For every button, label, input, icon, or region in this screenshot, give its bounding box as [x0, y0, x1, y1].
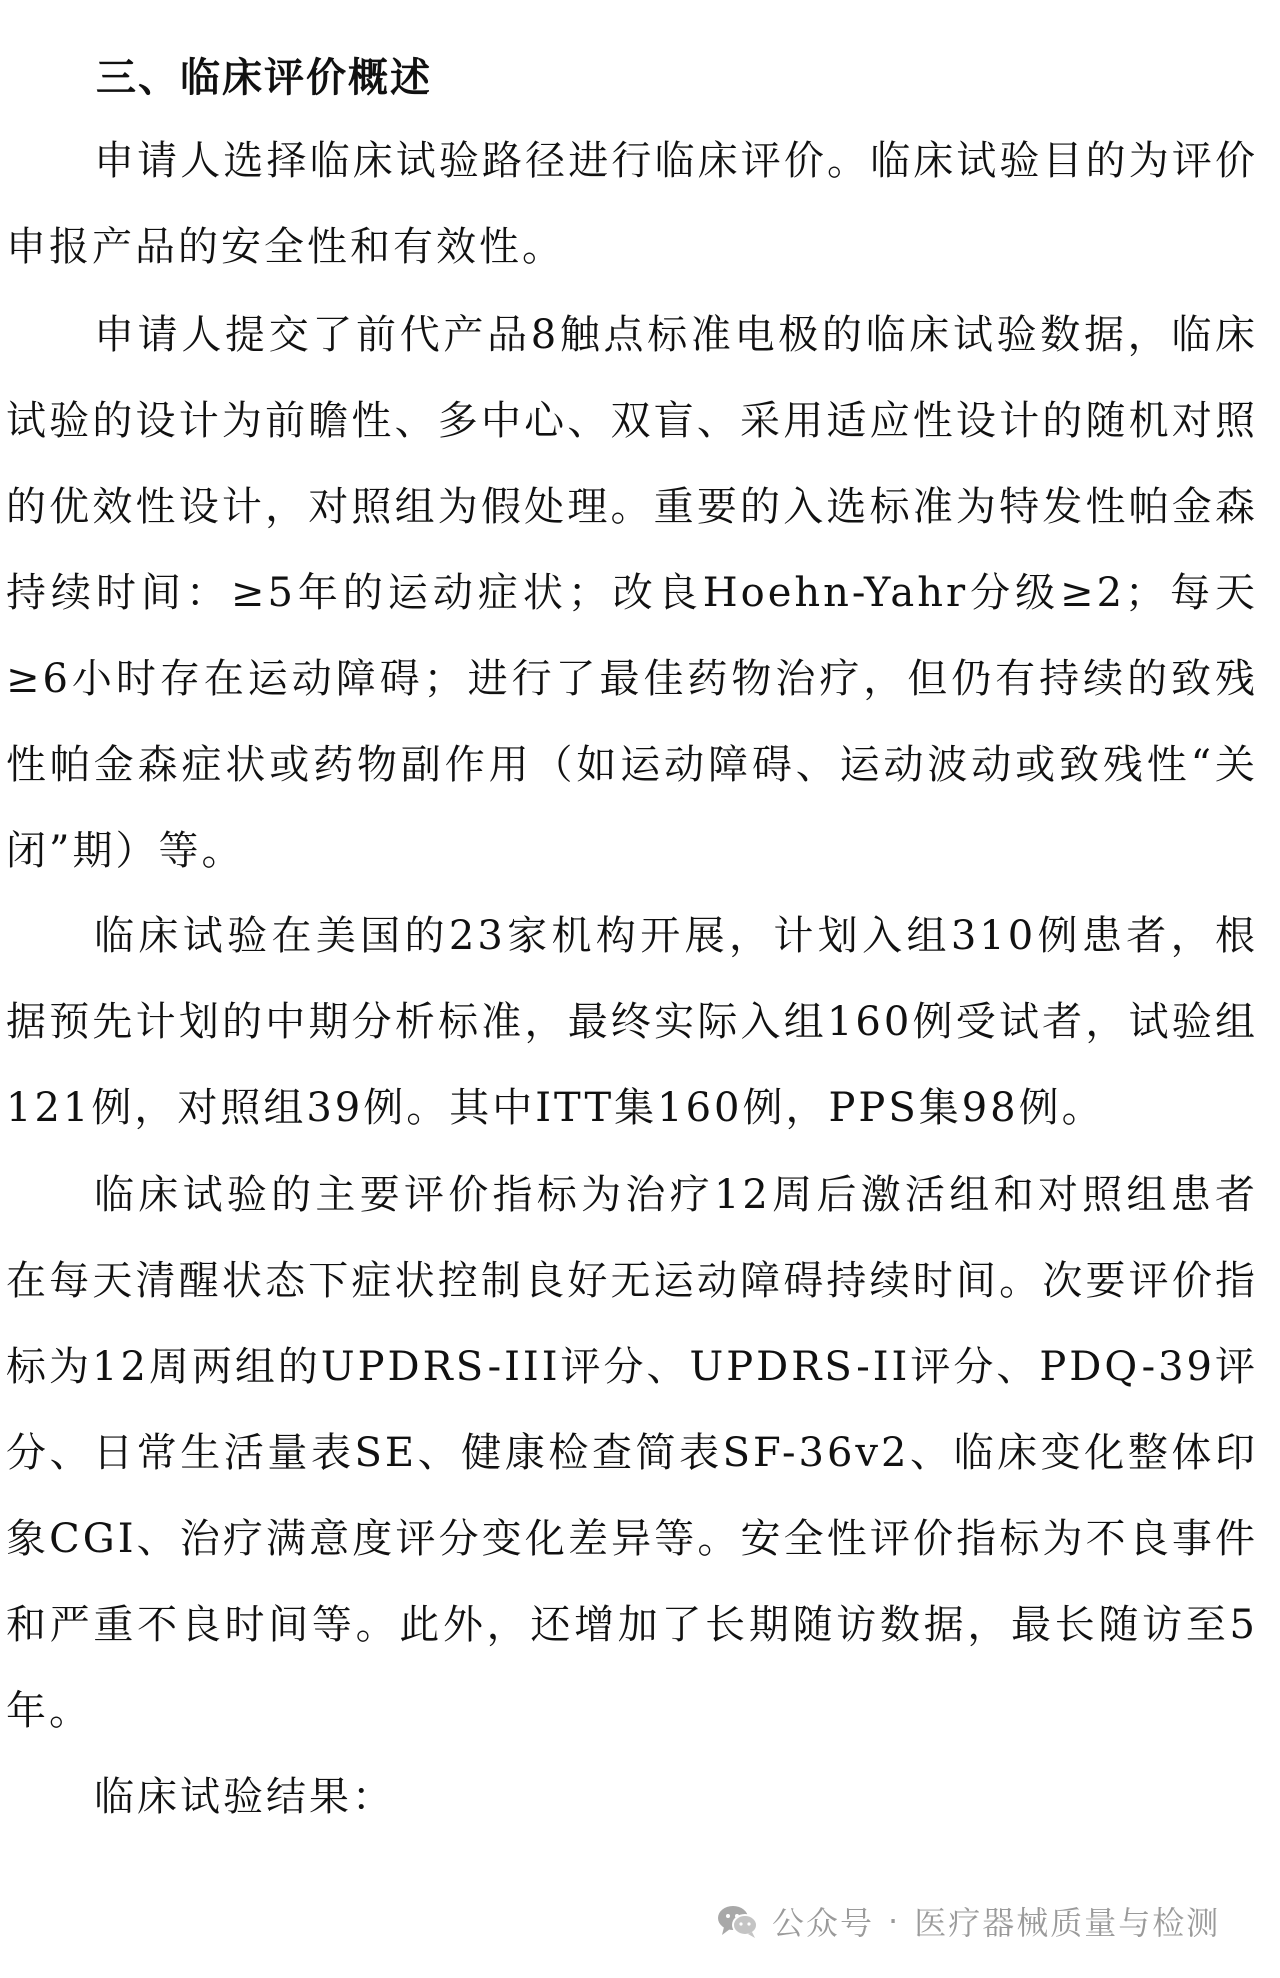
section-heading: 三、临床评价概述 [96, 55, 432, 101]
paragraph-evaluation-path: 申请人选择临床试验路径进行临床评价。临床试验目的为评价申报产品的安全性和有效性。 [6, 138, 1258, 270]
watermark-separator: · [888, 1902, 901, 1940]
paragraph-trial-design: 申请人提交了前代产品8触点标准电极的临床试验数据，临床试验的设计为前瞻性、多中心、双盲、采用适应性设计的随机对照的优效性设计，对照组为假处理。重要的入选标准为特发性帕金森持续时间：≥5年的运动症状；改良Hoehn-Yahr分级≥2；每天≥6小时存在运动障碍；进行了最佳药物治疗，但仍有持续的致残性帕金森症状或药物副作用（如运动障碍、运动波动或致残性“关闭”期）等。 [6, 312, 1258, 874]
wechat-icon [716, 1903, 760, 1939]
paragraph-results-intro: 临床试验结果： [94, 1774, 395, 1820]
wechat-watermark [716, 1898, 1220, 1944]
paragraph-enrollment: 临床试验在美国的23家机构开展，计划入组310例患者，根据预先计划的中期分析标准，最终实际入组160例受试者，试验组121例，对照组39例。其中ITT集160例，PPS集98例。 [6, 913, 1258, 1131]
paragraph-endpoints: 临床试验的主要评价指标为治疗12周后激活组和对照组患者在每天清醒状态下症状控制良好无运动障碍持续时间。次要评价指标为12周两组的UPDRS-III评分、UPDRS-II评分、PDQ-39评分、日常生活量表SE、健康检查简表SF-36v2、临床变化整体印象CGI、治疗满意度评分变化差异等。安全性评价指标为不良事件和严重不良时间等。此外，还增加了长期随访数据，最长随访至5年。 [6, 1172, 1258, 1734]
watermark-source: 公众号 [772, 1904, 875, 1942]
watermark-account: 医疗器械质量与检测 [914, 1904, 1221, 1942]
